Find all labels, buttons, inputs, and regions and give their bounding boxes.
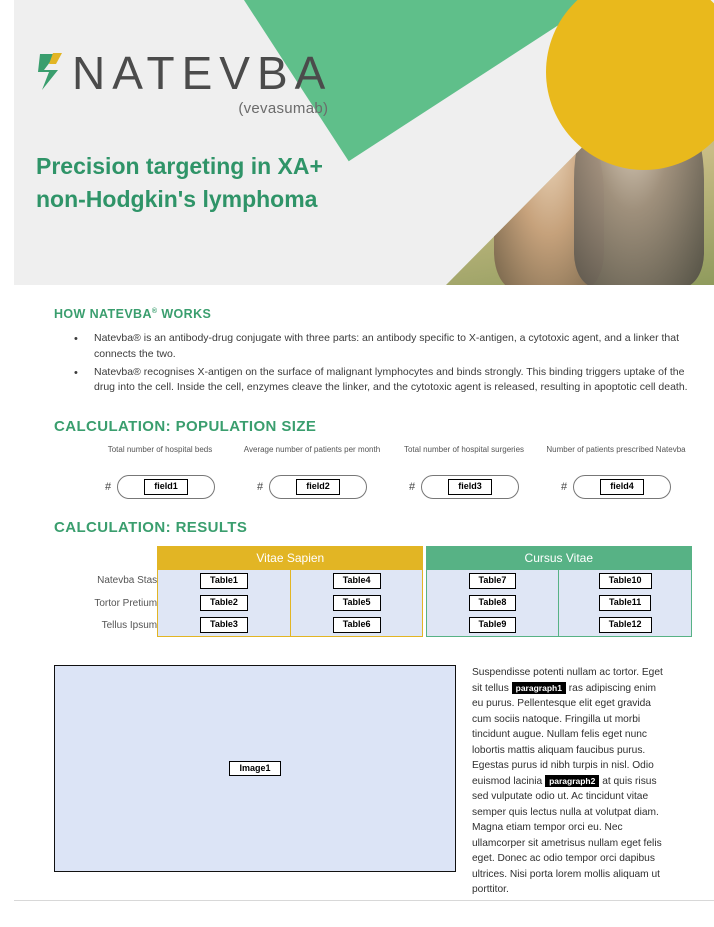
field3-tag: field3 — [448, 479, 492, 495]
cell-r3c3[interactable] — [426, 614, 559, 637]
field-cell-2 — [236, 445, 388, 499]
cell-r2c4[interactable] — [559, 592, 692, 614]
cell-tag: Table12 — [599, 617, 652, 633]
hero-title-line-1: Precision targeting in XA+ — [36, 153, 323, 179]
hash-symbol: # — [408, 481, 416, 493]
field-cell-3 — [388, 445, 540, 499]
hash-symbol: # — [560, 481, 568, 493]
footer-divider — [14, 900, 714, 901]
image1-tag: Image1 — [229, 761, 280, 777]
cell-tag: Table9 — [469, 617, 517, 633]
population-size-section — [54, 418, 692, 499]
population-fields-row — [54, 445, 692, 499]
field-cell-1 — [84, 445, 236, 499]
cell-r3c4[interactable] — [559, 614, 692, 637]
list-item: • Natevba® recognises X-antigen on the surface of malignant lymphocytes and binds strongly. This binding triggers uptake of the drug into the cell. Inside the cell, enzymes cleave the linker, and the cytotoxic agent is released, resulting in apoptotic cell death. — [68, 365, 692, 397]
field2-input[interactable] — [269, 475, 367, 499]
cell-tag: Table7 — [469, 573, 517, 589]
brand-logo — [36, 47, 333, 117]
cell-r2c3[interactable] — [426, 592, 559, 614]
field-label: Number of patients prescribed Natevba — [546, 445, 686, 454]
row-label-natevba-stas: Natevba Stas — [54, 570, 158, 593]
cell-tag: Table10 — [599, 573, 652, 589]
field3-input[interactable] — [421, 475, 519, 499]
hero-banner — [14, 0, 714, 285]
cell-tag: Table3 — [200, 617, 248, 633]
table-corner-blank — [54, 547, 158, 570]
row-label-tortor-pretium: Tortor Pretium — [54, 592, 158, 614]
field-cell-4 — [540, 445, 692, 499]
hash-symbol: # — [256, 481, 264, 493]
cell-tag: Table5 — [333, 595, 381, 611]
cell-r1c2[interactable] — [290, 570, 423, 593]
cell-r2c1[interactable] — [158, 592, 291, 614]
list-item: • Natevba® is an antibody-drug conjugate with three parts: an antibody specific to X-antigen, a cytotoxic agent, and a linker that connects the two. — [68, 331, 692, 363]
cell-r1c4[interactable] — [559, 570, 692, 593]
logo-wordmark: NATEVBA — [72, 47, 333, 99]
paragraph-text-part-3: at quis risus sed vulputate odio ut. Ac tincidunt vitae semper quis lectus nulla at volutpat diam. Magna etiam tempor orci eu. Nec ullamcorper sit ametrisus nullam eget felis eget. Donec ac odio tempor orci dapibus ultrices. Nisi porta lorem mollis aliquam ut porttitor. — [472, 775, 662, 895]
population-size-heading: CALCULATION: POPULATION SIZE — [54, 418, 317, 435]
hero-title-line-2: non-Hodgkin's lymphoma — [36, 185, 318, 212]
results-section — [54, 519, 692, 637]
logo-mark-icon — [36, 50, 66, 96]
group-header-cursus-vitae: Cursus Vitae — [426, 547, 691, 570]
cell-tag: Table2 — [200, 595, 248, 611]
body-paragraph — [472, 665, 668, 898]
cell-r3c1[interactable] — [158, 614, 291, 637]
cell-tag: Table1 — [200, 573, 248, 589]
how-it-works-section — [54, 307, 692, 396]
cell-r3c2[interactable] — [290, 614, 423, 637]
table-row — [54, 570, 692, 593]
cell-tag: Table11 — [599, 595, 651, 611]
paragraph-text-part-2: ras adipiscing enim eu purus. Pellentesque elit eget gravida cum sociis natoque. Fringilla ut morbi tincidunt augue. Nullam felis eget nunc lobortis mattis aliquam faucibus purus. Egestas purus id nibh turpis in nisl. Odio euismod lacinia — [472, 682, 656, 787]
row-label-tellus-ipsum: Tellus Ipsum — [54, 614, 158, 637]
field1-tag: field1 — [144, 479, 188, 495]
cell-tag: Table8 — [469, 595, 517, 611]
results-table — [54, 546, 692, 637]
cell-r1c3[interactable] — [426, 570, 559, 593]
field-label: Total number of hospital beds — [107, 445, 213, 454]
results-heading: CALCULATION: RESULTS — [54, 519, 248, 536]
field1-input[interactable] — [117, 475, 215, 499]
cell-tag: Table4 — [333, 573, 381, 589]
cell-r2c2[interactable] — [290, 592, 423, 614]
cell-tag: Table6 — [333, 617, 381, 633]
table-row — [54, 592, 692, 614]
hash-symbol: # — [104, 481, 112, 493]
field2-tag: field2 — [296, 479, 340, 495]
cell-r1c1[interactable] — [158, 570, 291, 593]
document-body — [14, 285, 714, 898]
paragraph2-tag: paragraph2 — [545, 775, 599, 787]
table-header-row — [54, 547, 692, 570]
hero-title — [36, 150, 323, 215]
how-it-works-heading: HOW NATEVBA® WORKS — [54, 307, 212, 321]
table-row — [54, 614, 692, 637]
field4-tag: field4 — [600, 479, 644, 495]
bottom-section — [54, 665, 692, 898]
field-label: Average number of patients per month — [243, 445, 381, 454]
how-it-works-bullets — [54, 331, 692, 396]
field-label: Total number of hospital surgeries — [403, 445, 525, 454]
group-header-vitae-sapien: Vitae Sapien — [158, 547, 423, 570]
field4-input[interactable] — [573, 475, 671, 499]
image-placeholder[interactable] — [54, 665, 456, 872]
logo-generic-name: (vevasumab) — [238, 100, 329, 117]
paragraph-text-part-1: Suspendisse potenti nullam ac tortor. Eget sit tellus — [472, 667, 663, 694]
paragraph1-tag: paragraph1 — [512, 682, 566, 694]
